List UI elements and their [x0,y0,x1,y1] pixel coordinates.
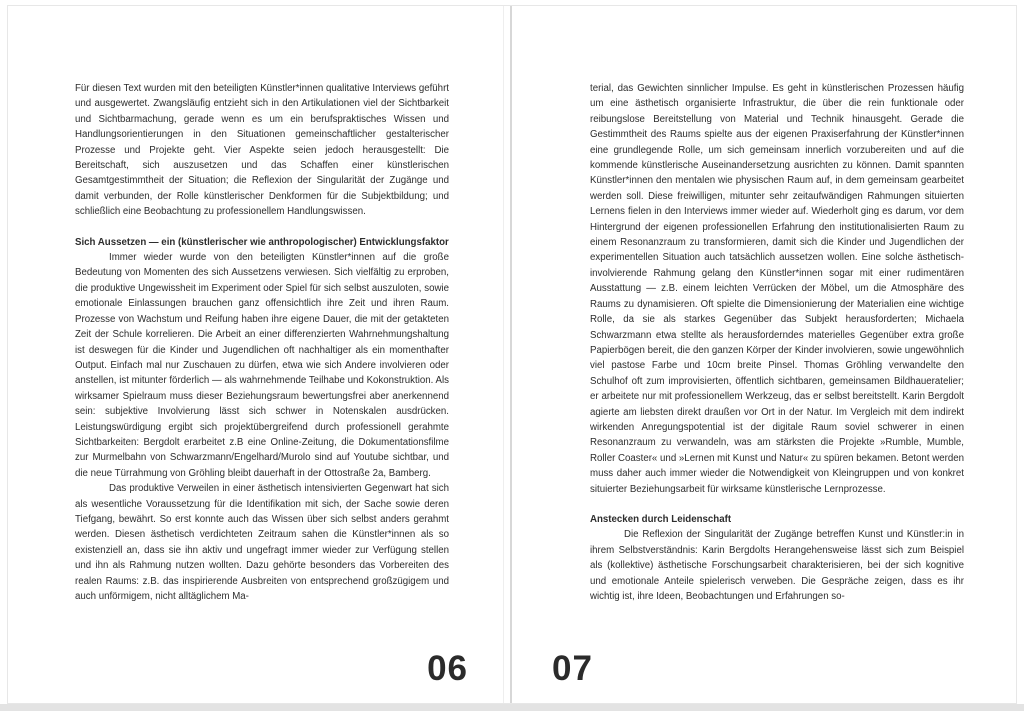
page-gutter-shadow [503,6,504,703]
page-number-left: 06 [427,649,468,688]
page-bottom-edge [0,704,1024,711]
paragraph: Die Reflexion der Singularität der Zugänge betreffen Kunst und Künstler:in in ihrem Selbstverständnis: Karin Bergdolts Herangehensweise lässt sich zum Beispiel als (kollektive) ästhetische Forschungsarbeit charakterisieren, bei der sich kognitive und emotionale Anteile spielerisch verweben. Die Gespräche zeigen, dass es ihr wichtig ist, ihre Ideen, Beobachtungen und Erfahrungen so- [590,529,964,602]
paragraph: Für diesen Text wurden mit den beteiligten Künstler*innen qualitative Interviews geführt und ausgewertet. Zwangsläufig entzieht sich in den Artikulationen viel der Sichtbarkeit und Sichtbarmachung, gerade wenn es um ein berufspraktisches Wissen und Handlungsorientierungen in den Situationen gemeinschaftlicher gestalterischer Prozesse und Projekte geht. Vier Aspekte seien jedoch herausgestellt: Die Bereitschaft, sich auszusetzen und das Schaffen einer künstlerischen Gesamtgestimmtheit der Situation; die Reflexion der Singularität der Zugänge und damit verbunden, der Rolle künstlerischer Denkformen für die Subjektbildung; und schließlich eine Beobachtung zu professionellem Handlungswissen. [75,83,449,218]
text-column-page-07 [590,81,964,604]
section-heading: Sich Aussetzen — ein (künstlerischer wie anthropologischer) Entwicklungsfaktor [75,236,449,248]
paragraph: terial, das Gewichten sinnlicher Impulse. Es geht in künstlerischen Prozessen häufig um eine ästhetisch organisierte Infrastruktur, die über die rein funktionale oder reibungslose Bereitstellung von Material und Technik hinausgeht. Gerade die Gestimmtheit des Raums spielte aus der eigenen Praxiserfahrung der Künstler*innen eine grundlegende Rolle, um sich gemeinsam innerlich vorzubereiten und auf die kommende künstlerische Auseinandersetzung ausrichten zu können. Damit spannten Künstler*innen den mentalen wie physischen Raum auf, in dem gemeinsam gearbeitet werden soll. Diese freiwilligen, mitunter sehr zeitaufwändigen Rahmungen situierten Lernens fielen in den Interviews immer wieder auf. Wiederholt ging es darum, vor dem Hintergrund der eigenen professionellen Erfahrung den institutionalisierten Raum zu einem Resonanzraum zu transformieren, damit sich die Kinder und Jugendlichen der experimentellen Situation auch tatsächlich aussetzen wollen. Eine solche ästhetisch-involvierende Rahmung gelang den Künstler*innen sogar mit einer rudimentären Ausstattung — z.B. einem leichten Verrücken der Möbel, um die Atmosphäre des Raums zu dynamisieren. Oft spielte die Dimensionierung der Materialien eine wichtige Rolle, da sie als starkes Gegenüber das Subjekt herausforderten; Michaela Schwarzmann etwa stellte als herausforderndes materielles Gegenüber extra große Papierbögen bereit, die den ganzen Körper der Kinder involvieren, sowie ungewöhnlich viel pastose Farbe und 10cm breite Pinsel. Thomas Gröhling verwandelte den Schulhof oft zum improvisierten, öffentlich sichtbaren, gemeinsamen Bildhaueratelier; er arbeitete nur mit professionellem Werkzeug, das er selbst bereitstellt. Karin Bergdolt agierte am liebsten direkt draußen vor Ort in der Natur. Im Vergleich mit dem indirekt wirkenden Anregungspotential ist der digitale Raum soviel schwerer in einen Resonanzraum zu verwandeln, was am stärksten die Projekte »Rumble, Mumble, Roller Coaster« und »Lernen mit Kunst und Natur« zu spüren bekamen. Betont werden muss daher auch immer wieder die Notwendigkeit von Kleingruppen und von konkret situierter Beziehungsarbeit für wirksame künstlerische Lernprozesse. [590,83,964,495]
paragraph: Das produktive Verweilen in einer ästhetisch intensivierten Gegenwart hat sich als wesentliche Voraussetzung für die Identifikation mit sich, der Sache sowie deren Tiefgang, bewährt. So erst konnte auch das Wissen über sich selbst anders gerahmt werden. Diesen ästhetisch verdichteten Zeitraum sahen die Künstler*innen als so existenziell an, dass sie ihn aktiv und ungefragt immer wieder zur Verfügung stellen und ihn als Rahmung nutzen wollten. Dazu gehörte besonders das Vorbereiten des realen Raums: z.B. das inspirierende Ausbreiten von entsprechend großzügigem und auch unförmigem, nicht alltäglichem Ma- [75,483,449,602]
page-spread [7,5,1017,704]
section-heading: Anstecken durch Leidenschaft [590,513,732,525]
page-number-right: 07 [552,649,593,688]
text-column-page-06 [75,81,449,604]
paragraph: Immer wieder wurde von den beteiligten Künstler*innen auf die große Bedeutung von Momenten des sich Aussetzens verwiesen. Sich vielfältig zu erproben, die produktive Ungewissheit im Experiment oder Spiel für sich selbst auszuloten, sowie emotionale Einlassungen brauchen ganz offensichtlich ihre Zeit und ihren Raum. Prozesse von Wachstum und Reifung haben ihre eigene Dauer, die mit der getakteten Zeit der Schule korrelieren. Die Arbeit an einer differenzierten Wahrnehmungshaltung ist deswegen für die Kinder und Jugendlichen oft nachhaltiger als ein momenthafter Output. Einfach mal nur Zuschauen zu dürfen, etwa wie sich Andere involvieren oder anstellen, ist mitunter förderlich — als wahrnehmende Teilhabe und Kokonstruktion. Als wirksamer Spielraum muss dieser Beziehungsraum bewertungsfrei aber anerkennend sein: subjektive Involvierung lässt sich schwer in Notenskalen ausdrücken. Leistungswürdigung ergibt sich projektübergreifend durch professionell gerahmte Sichtbarkeiten: Bergdolt erarbeitet z.B eine Online-Zeitung, die Dokumentationsfilme zur Murmelbahn von Schwarzmann/Engelhard/Murolo sind auf Youtube sichtbar, und die neue Türrahmung von Gröhling bleibt dauerhaft in der Ottostraße 2a, Bamberg. [75,252,449,479]
page-gutter-divider [510,6,512,703]
